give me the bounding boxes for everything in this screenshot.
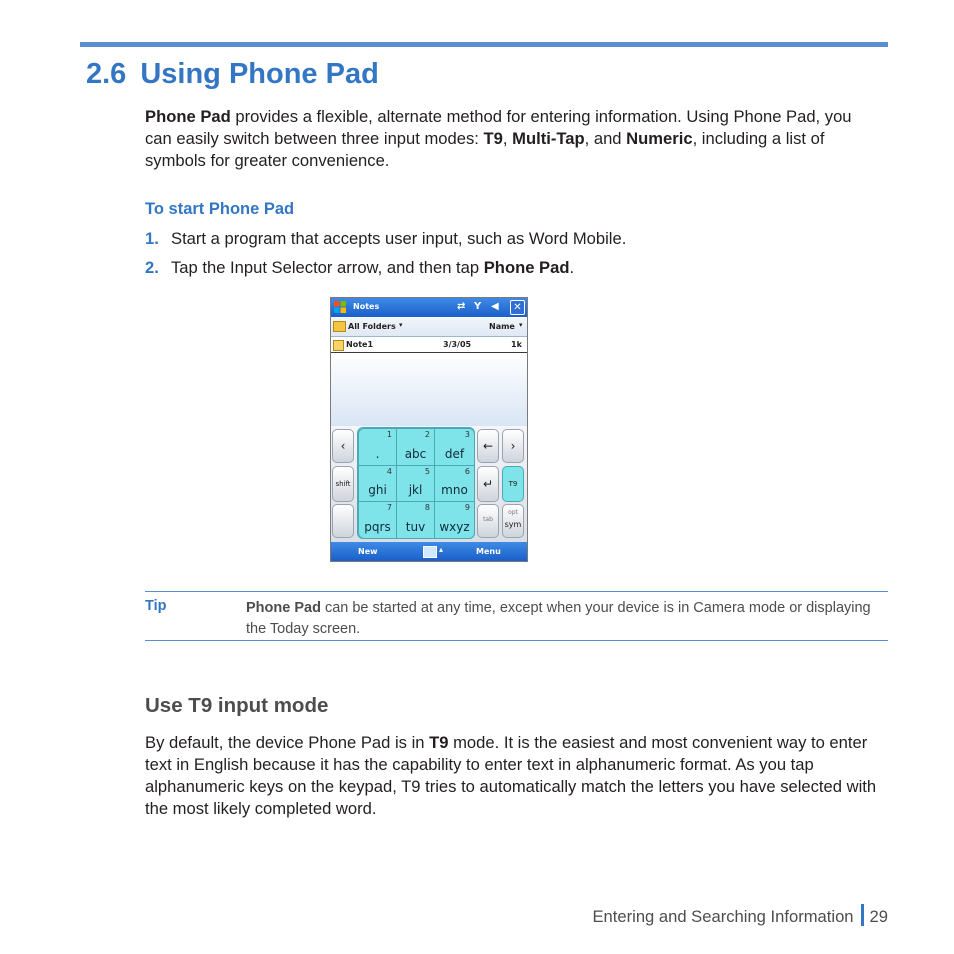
t9-bold: T9: [429, 733, 449, 752]
phone-note-size: 1k: [511, 340, 522, 349]
footer-chapter: Entering and Searching Information: [592, 907, 854, 926]
chevron-up-icon: ▴: [439, 545, 444, 554]
tip-label: Tip: [145, 598, 167, 614]
phone-menu-bar: [331, 542, 527, 561]
key-letters: jkl: [408, 483, 423, 497]
key-9: [434, 501, 475, 539]
tip-body: can be started at any time, except when your device is in Camera mode or displaying the Today screen.: [246, 600, 871, 637]
key-digit: 9: [464, 503, 470, 512]
opt-label: opt: [508, 509, 518, 516]
shift-key: shift: [332, 466, 354, 502]
sym-key: [502, 504, 524, 538]
key-digit: 3: [464, 430, 470, 439]
phone-list-area: [331, 353, 527, 426]
enter-key: [477, 466, 499, 502]
page-footer: [592, 904, 888, 927]
page-number: 29: [869, 907, 888, 926]
key-2: [396, 428, 435, 466]
note-icon: [333, 340, 344, 351]
phone-folder-label: All Folders: [348, 322, 396, 331]
step-text: Tap the Input Selector arrow, and then tap: [171, 258, 484, 277]
key-letters: pqrs: [364, 520, 391, 534]
mode-t9: T9: [483, 129, 503, 148]
phone-note-date: 3/3/05: [443, 340, 472, 349]
t9-key: T9: [502, 466, 524, 502]
section-title: Using Phone Pad: [140, 58, 379, 90]
key-letters: .: [375, 447, 380, 461]
key-5: [396, 465, 435, 502]
step-end: .: [569, 258, 575, 277]
phone-keypad: [331, 426, 527, 542]
chevron-down-icon: ▾: [519, 321, 523, 329]
phone-sort-label: Name: [489, 322, 515, 331]
mode-numeric: Numeric: [626, 129, 693, 148]
chevron-right-icon: ›: [510, 439, 516, 453]
close-icon: ✕: [510, 300, 525, 315]
key-4: [358, 465, 397, 502]
step-text: Start a program that accepts user input, such as Word Mobile.: [171, 229, 627, 248]
key-7: [358, 501, 397, 539]
key-8: [396, 501, 435, 539]
backspace-key: [477, 429, 499, 463]
phone-title-bar: [331, 298, 527, 317]
tip-bold: Phone Pad: [246, 600, 321, 616]
folder-icon: [333, 321, 346, 332]
sym-label: sym: [504, 520, 522, 529]
phone-menu-menu: Menu: [476, 547, 501, 556]
blank-key: [332, 504, 354, 538]
volume-icon: ◀: [491, 301, 499, 312]
enter-icon: ↵: [482, 477, 494, 491]
intro-text-a: provides a flexible, alternate method for entering information. Using Phone Pad, you can easily switch between three input modes:: [145, 107, 852, 148]
key-letters: mno: [441, 483, 468, 497]
t9-heading: Use T9 input mode: [145, 694, 329, 717]
key-letters: def: [444, 447, 465, 461]
phone-menu-new: New: [358, 547, 378, 556]
key-digit: 8: [424, 503, 430, 512]
t9-text-b: mode. It is the easiest and most convenient way to enter text in English because it has the capability to enter text in alphanumeric format. As you tap alphanumeric keys on the keypad, T9 tries to automatically match the letters you have selected with the most likely completed word.: [145, 733, 877, 818]
phone-note-row: [331, 338, 527, 353]
step-number: 1.: [145, 229, 159, 248]
key-1: [358, 428, 397, 466]
intro-paragraph: [145, 106, 865, 172]
phone-folder-bar: [331, 318, 527, 337]
intro-bold-lead: Phone Pad: [145, 107, 231, 126]
t9-paragraph: [145, 732, 890, 820]
key-letters: wxyz: [439, 520, 470, 534]
left-arrow-key: ‹: [332, 429, 354, 463]
phone-app-title: Notes: [353, 302, 380, 311]
windows-start-icon: [333, 300, 347, 314]
procedure-heading: To start Phone Pad: [145, 200, 295, 218]
arrow-left-icon: ←: [482, 439, 494, 453]
key-digit: 7: [386, 503, 392, 512]
key-letters: tuv: [405, 520, 426, 534]
section-number: 2.6: [86, 58, 127, 90]
tab-key: tab: [477, 504, 499, 538]
key-digit: 1: [386, 430, 392, 439]
step-number: 2.: [145, 258, 159, 277]
step-bold: Phone Pad: [483, 258, 570, 277]
footer-separator: [861, 904, 864, 926]
mode-multitap: Multi-Tap: [512, 129, 585, 148]
right-arrow-key: [502, 429, 524, 463]
digit-pad: [357, 427, 475, 539]
intro-sep2: , and: [584, 129, 627, 148]
key-digit: 5: [424, 467, 430, 476]
phone-screenshot: [330, 297, 528, 562]
tip-text: [246, 598, 886, 640]
key-digit: 2: [424, 430, 430, 439]
key-digit: 4: [386, 467, 392, 476]
t9-text-a: By default, the device Phone Pad is in: [145, 733, 430, 752]
signal-icon: Y: [474, 301, 482, 312]
section-heading: [86, 58, 379, 91]
phone-note-name: Note1: [346, 340, 374, 349]
key-digit: 6: [464, 467, 470, 476]
intro-text-b: , including a list of symbols for greater convenience.: [145, 129, 825, 170]
step-1: [145, 229, 626, 249]
key-6: [434, 465, 475, 502]
input-selector-icon: [423, 546, 437, 558]
connectivity-icon: ⇄: [457, 301, 466, 312]
key-3: [434, 428, 475, 466]
intro-sep1: ,: [502, 129, 513, 148]
chevron-down-icon: ▾: [399, 321, 403, 329]
top-rule: [80, 42, 888, 47]
step-2: [145, 258, 574, 278]
key-letters: abc: [404, 447, 427, 461]
tip-box: [145, 591, 888, 641]
key-letters: ghi: [368, 483, 387, 497]
